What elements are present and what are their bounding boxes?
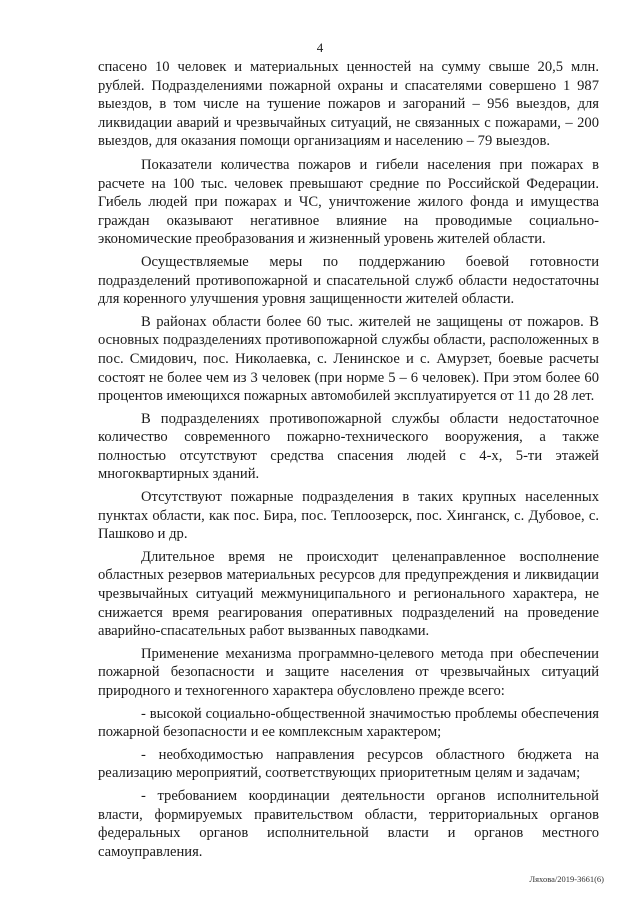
list-item-budget: - необходимостью направления ресурсов областного бюджета на реализацию мероприятий, соответствующих приоритетным целям и задачам; (98, 746, 599, 782)
page-number: 4 (316, 40, 324, 55)
document-body (98, 58, 599, 865)
paragraph-equipment-shortage: В подразделениях противопожарной службы области недостаточное количество современного пожарно-технического вооружения, а также полностью отсутствуют средства спасения людей с 4-х, 5-ти этажей многоквартирных зданий. (98, 410, 599, 483)
paragraph-rescue-stats: спасено 10 человек и материальных ценностей на сумму свыше 20,5 млн. рублей. Подразделениями пожарной охраны и спасателями совершено 1 987 выездов, в том числе на тушение пожаров и загораний – 956 выездов, для ликвидации аварий и чрезвычайных ситуаций, не связанных с пожарами, – 200 выездов, для оказания помощи организациям и населению – 79 выездов. (98, 59, 599, 150)
list-item-significance: - высокой социально-общественной значимостью проблемы обеспечения пожарной безопасности и ее комплексным характером; (98, 705, 599, 741)
paragraph-fire-indicators: Показатели количества пожаров и гибели населения при пожарах в расчете на 100 тыс. человек превышают средние по Российской Федерации. Гибель людей при пожарах и ЧС, уничтожение жилого фонда и имущества граждан оказывают негативное влияние на проводимые социально-экономические преобразования и жизненный уровень жителей области. (98, 156, 599, 248)
paragraph-missing-units: Отсутствуют пожарные подразделения в таких крупных населенных пунктах области, как пос. Бира, пос. Теплоозерск, пос. Хинганск, с. Дубовое, с. Пашково и др. (98, 489, 599, 543)
list-item-coordination: - требованием координации деятельности органов исполнительной власти, формируемых правительством области, территориальных органов федеральных органов исполнительной власти и органов местного самоуправления. (98, 787, 599, 860)
paragraph-reserves: Длительное время не происходит целенаправленное восполнение областных резервов материальных ресурсов для предупреждения и ликвидации чрезвычайных ситуаций межмуниципального и регионального характера, не снижается время реагирования оперативных подразделений на проведение аварийно-спасательных работ вызванных паводками. (98, 548, 599, 640)
paragraph-program-method: Применение механизма программно-целевого метода при обеспечении пожарной безопасности и защите населения от чрезвычайных ситуаций природного и техногенного характера обусловлено прежде всего: (98, 645, 599, 699)
paragraph-readiness-measures: Осуществляемые меры по поддержанию боевой готовности подразделений противопожарной и спасательной служб области недостаточны для коренного улучшения уровня защищенности жителей области. (98, 253, 599, 308)
document-footer-id: Ляхова/2019-3661(6) (529, 874, 604, 884)
paragraph-unprotected-residents: В районах области более 60 тыс. жителей не защищены от пожаров. В основных подразделениях противопожарной службы области, расположенных в пос. Смидович, пос. Николаевка, с. Ленинское и с. Амурзет, боевые расчеты состоят не более чем из 3 человек (при норме 5 – 6 человек). При этом более 60 процентов имеющихся пожарных автомобилей эксплуатируется от 11 до 28 лет. (98, 313, 599, 405)
